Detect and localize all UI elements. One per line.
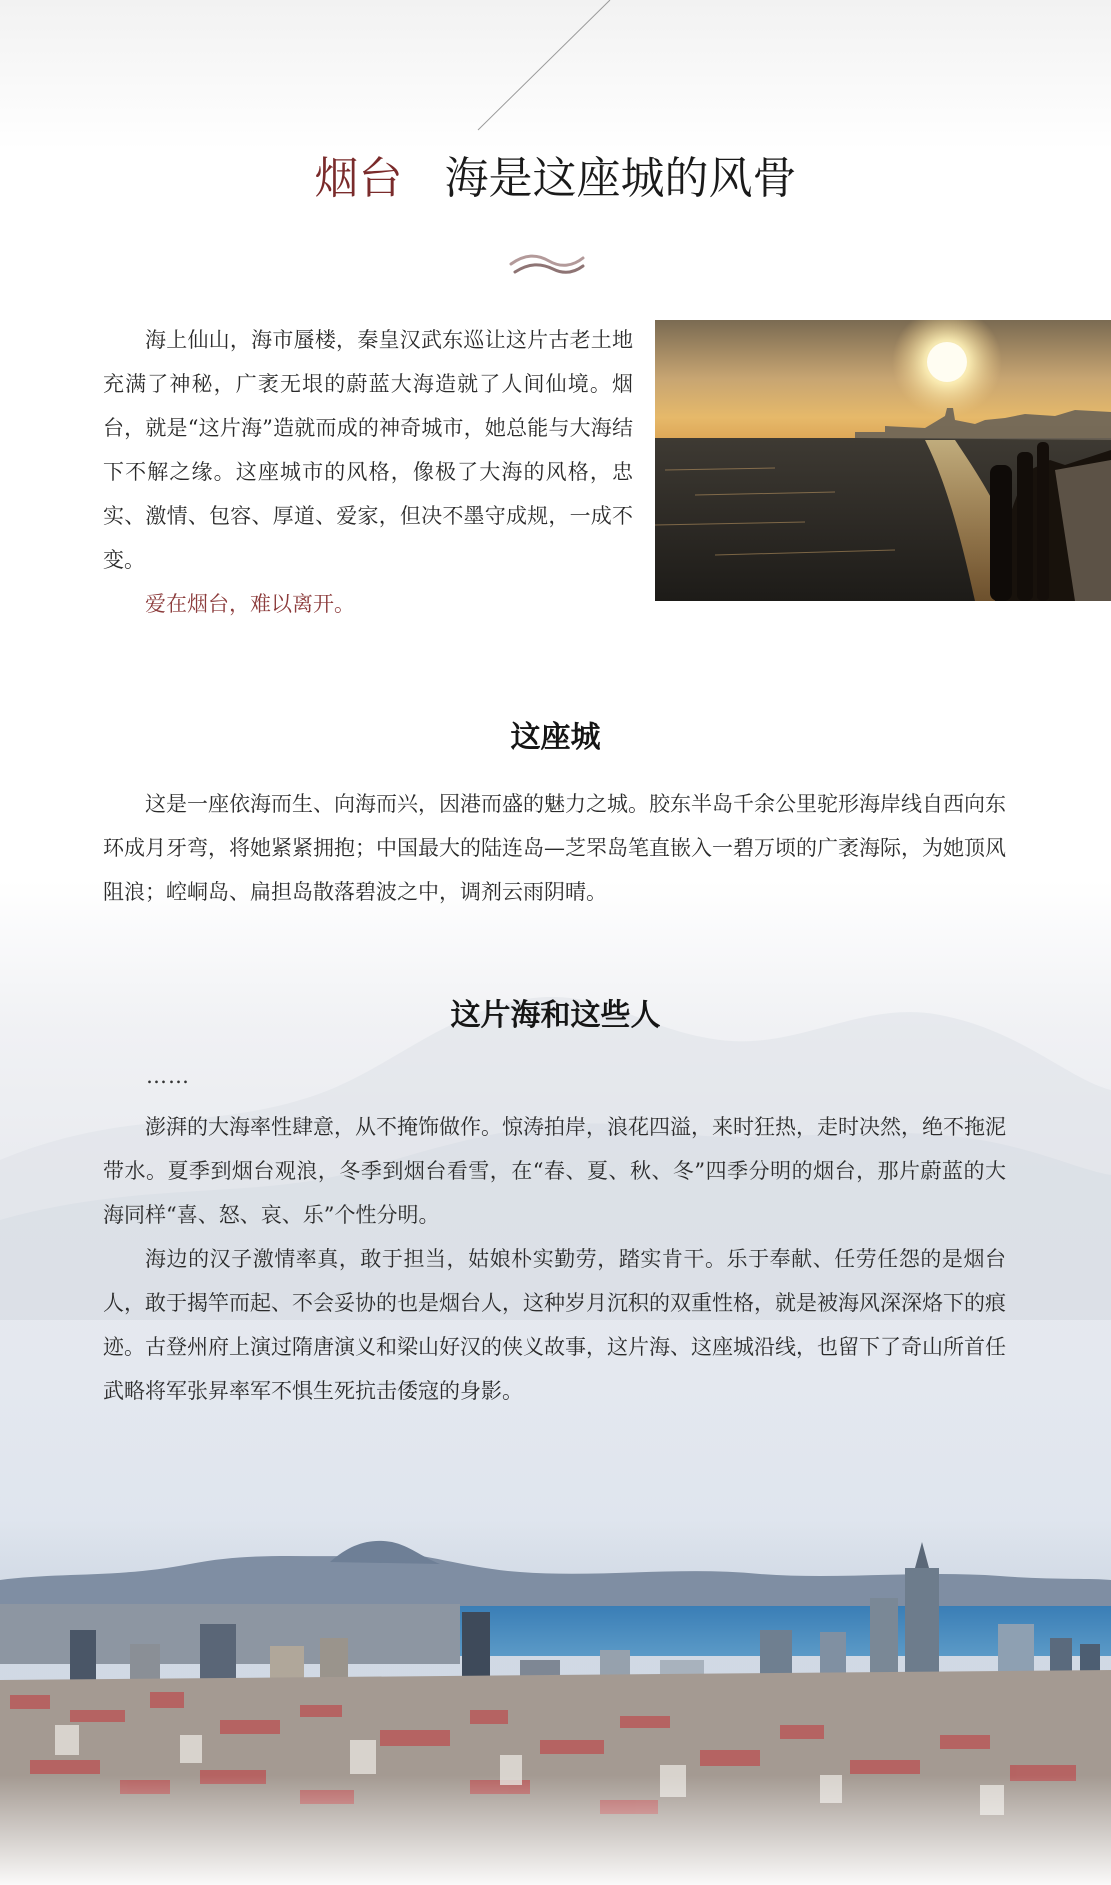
section-city-paragraph: 这是一座依海而生、向海而兴，因港而盛的魅力之城。胶东半岛千余公里驼形海岸线自西向东环成月牙弯，将她紧紧拥抱；中国最大的陆连岛—芝罘岛笔直嵌入一碧万顷的广袤海际，为她顶风阻浪；崆峒岛、扁担岛散落碧波之中，调剂云雨阴晴。: [103, 792, 1006, 904]
intro-section: [103, 318, 633, 626]
section-people-paragraph-2: 海边的汉子激情率真，敢于担当，姑娘朴实勤劳，踏实肯干。乐于奉献、任劳任怨的是烟台人，敢于揭竿而起、不会妥协的也是烟台人，这种岁月沉积的双重性格，就是被海风深深烙下的痕迹。古登州府上演过隋唐演义和梁山好汉的侠义故事，这片海、这座城沿线，也留下了奇山所首任武略将军张昇率军不惧生死抗击倭寇的身影。: [103, 1247, 1006, 1403]
section-ellipsis: ……: [146, 1064, 190, 1088]
section-heading-people: 这片海和这些人: [450, 998, 661, 1033]
page-title: [0, 148, 1111, 210]
intro-tagline: 爱在烟台，难以离开。: [145, 592, 355, 616]
title-text: 海是这座城的风骨: [444, 153, 797, 204]
section-people-paragraph-1: 澎湃的大海率性肆意，从不掩饰做作。惊涛拍岸，浪花四溢，来时狂热，走时决然，绝不拖泥带水。夏季到烟台观浪，冬季到烟台看雪，在“春、夏、秋、冬”四季分明的烟台，那片蔚蓝的大海同样“喜、怒、哀、乐”个性分明。: [103, 1115, 1006, 1227]
sunset-sea-photo: [655, 320, 1111, 601]
wave-ornament-icon: [507, 250, 587, 280]
section-people-body: [103, 1105, 1006, 1413]
section-heading-city: 这座城: [510, 720, 601, 755]
decorative-diagonal-line: [0, 0, 1111, 140]
section-city-body: [103, 782, 1006, 914]
title-city-name: 烟台: [314, 153, 403, 204]
intro-paragraph: 海上仙山，海市蜃楼，秦皇汉武东巡让这片古老土地充满了神秘，广袤无垠的蔚蓝大海造就了人间仙境。烟台，就是“这片海”造就而成的神奇城市，她总能与大海结下不解之缘。这座城市的风格，像极了大海的风格，忠实、激情、包容、厚道、爱家，但决不墨守成规，一成不变。: [103, 328, 633, 572]
city-skyline-photo: [0, 1520, 1111, 1885]
